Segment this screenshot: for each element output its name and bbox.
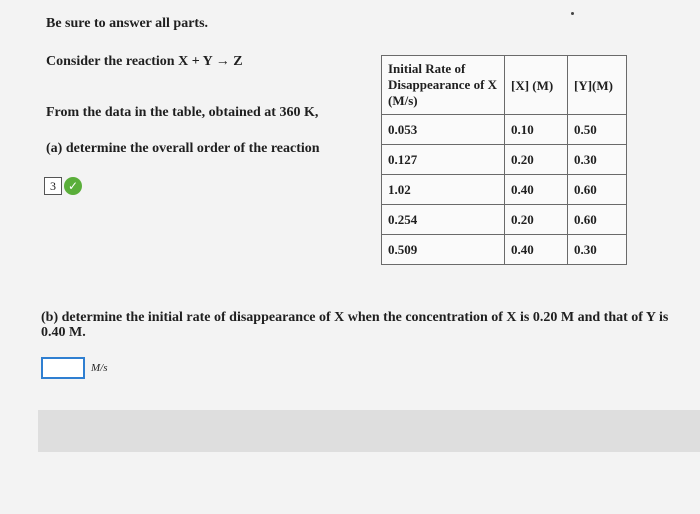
cell-rate: 0.254 bbox=[382, 205, 505, 235]
table-header-row bbox=[382, 56, 627, 115]
table-row bbox=[382, 205, 627, 235]
unit-label: M/s bbox=[91, 362, 108, 374]
part-a-question: (a) determine the overall order of the reaction bbox=[46, 141, 320, 156]
instructions: Be sure to answer all parts. bbox=[46, 16, 209, 31]
cell-x: 0.10 bbox=[505, 115, 568, 145]
cell-rate: 0.509 bbox=[382, 235, 505, 265]
rate-input[interactable] bbox=[41, 357, 85, 379]
reaction-statement: Consider the reaction X + Y → Z bbox=[46, 54, 243, 69]
cell-x: 0.20 bbox=[505, 145, 568, 175]
cell-rate: 0.127 bbox=[382, 145, 505, 175]
data-table bbox=[381, 55, 627, 265]
cell-rate: 0.053 bbox=[382, 115, 505, 145]
cell-x: 0.40 bbox=[505, 175, 568, 205]
table-row bbox=[382, 115, 627, 145]
table-row bbox=[382, 235, 627, 265]
cell-x: 0.20 bbox=[505, 205, 568, 235]
part-b-answer bbox=[41, 357, 108, 379]
intro-text: From the data in the table, obtained at 360 K, bbox=[46, 105, 319, 120]
header-x: [X] (M) bbox=[505, 56, 568, 115]
part-a-answer-box[interactable]: 3 bbox=[44, 177, 62, 195]
cell-rate: 1.02 bbox=[382, 175, 505, 205]
footer-bar bbox=[38, 410, 700, 452]
table-row bbox=[382, 175, 627, 205]
check-icon: ✓ bbox=[64, 177, 82, 195]
cell-y: 0.30 bbox=[568, 145, 627, 175]
header-y: [Y](M) bbox=[568, 56, 627, 115]
cell-y: 0.50 bbox=[568, 115, 627, 145]
header-rate: Initial Rate of Disappearance of X (M/s) bbox=[382, 56, 505, 115]
cell-y: 0.30 bbox=[568, 235, 627, 265]
cell-y: 0.60 bbox=[568, 205, 627, 235]
cell-y: 0.60 bbox=[568, 175, 627, 205]
part-a-answer bbox=[44, 177, 82, 195]
cell-x: 0.40 bbox=[505, 235, 568, 265]
part-b-question: (b) determine the initial rate of disappearance of X when the concentration of X is 0.20 M and that of Y is 0.40 M. bbox=[41, 310, 669, 340]
decorative-dot bbox=[571, 12, 574, 15]
table-row bbox=[382, 145, 627, 175]
